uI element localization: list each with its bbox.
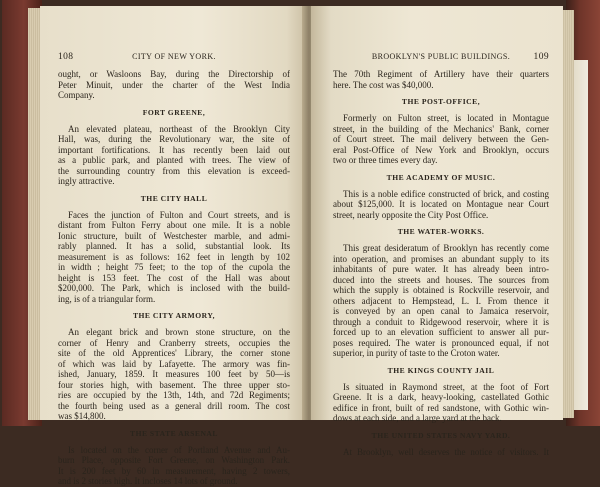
text-line: ought, or Wasloons Bay, during the Directorship of: [58, 69, 290, 79]
paragraph: [58, 445, 290, 487]
running-head-left: [58, 50, 290, 64]
text-line: Formerly on Fulton street, is located in Montague: [343, 113, 549, 123]
text-line: height is 153 feet. The cost of the Hall was about: [58, 272, 290, 283]
text-line: Is situated in Raymond street, at the foot of Fort: [343, 381, 549, 392]
text-line: was $14,800.: [58, 411, 106, 421]
text-line: The 70th Regiment of Artillery have their quarters: [333, 69, 549, 79]
text-line: of Court street. The mail delivery between the Gen-: [333, 134, 549, 144]
text-line: Greene. It is a dark, heavy-looking, castellated Gothic: [333, 392, 549, 402]
section-heading: THE CITY HALL: [140, 193, 208, 203]
page-number: 108: [58, 52, 74, 62]
paragraph: [333, 189, 549, 221]
running-title: BROOKLYN'S PUBLIC BUILDINGS.: [371, 52, 511, 61]
text-line: distant from Fulton Ferry about one mile. It is a noble: [58, 220, 290, 230]
section-heading: THE STATE ARSENAL: [130, 428, 218, 438]
text-line: here. The cost was $40,000.: [333, 79, 434, 90]
text-line: about $125,000. It is located on Montague near Court: [333, 199, 549, 209]
text-line: forced up to an elevation sufficient to answer all pur-: [333, 327, 549, 337]
text-line: Is located on the corner of Portland Avenue and Au-: [68, 444, 290, 455]
section-heading: FORT GREENE,: [142, 107, 206, 117]
text-line: Company.: [58, 90, 95, 100]
text-line: dows at each side, and a large yard at the back.: [333, 413, 502, 423]
text-line: It is 200 feet by 60 in measurement, having 2 towers,: [58, 465, 290, 476]
paragraph: [58, 327, 290, 422]
text-line: the surrounding country from this elevation is exceed-: [58, 165, 290, 176]
text-line: corner of Henry and Cranberry streets, occupies the: [58, 337, 290, 348]
text-line: others adjacent to Hempstead, L. I. From thence it: [333, 295, 549, 306]
text-line: site of the old Apprentices' Library, the corner stone: [58, 348, 290, 358]
section-heading: THE WATER-WORKS.: [397, 227, 485, 236]
paragraph: [333, 243, 549, 359]
left-page: [40, 6, 308, 486]
text-line: in width ; height 75 feet; to the top of the cupola the: [58, 262, 290, 272]
text-line: four stories high, with basement. The three upper sto-: [58, 379, 290, 390]
text-line: and is 2 stories high. It incloses 14 lots of ground.: [58, 476, 238, 486]
text-line: inhabitants of pure water. It has already been intro-: [333, 264, 549, 274]
text-line: This great desideratum of Brooklyn has recently come: [343, 243, 549, 253]
text-line: ing, is of a triangular form.: [58, 293, 156, 304]
text-line: street, in the building of the Mechanics' Bank, corner: [333, 123, 549, 134]
text-line: poses required. The water is pronounced equal, if not: [333, 337, 549, 348]
paragraph: [58, 210, 290, 305]
text-line: ries are occupied by the 13th, 14th, and 72d Regiments;: [58, 390, 290, 400]
text-line: as a public park, and planted with trees. The view of: [58, 155, 290, 165]
text-line: edifice in front, built of red sandstone, with Gothic win-: [333, 402, 549, 413]
text-line: eral Post-Office of New York and Brooklyn, occurs: [333, 144, 549, 155]
text-line: superior, in purity of taste to the Croton water.: [333, 348, 500, 358]
text-line: ished, January, 1859. It measures 100 feet by 50—is: [58, 369, 290, 379]
text-line: of which was laid by Lafayette. The armory was fin-: [58, 358, 290, 369]
page-number: 109: [533, 52, 549, 62]
text-line: At Brooklyn, well deserves the notice of visitors. It: [343, 446, 549, 457]
text-line: duced into the streets and houses. The sources from: [333, 274, 549, 285]
section-heading: THE KINGS COUNTY JAIL: [387, 365, 495, 375]
paragraph: [333, 69, 549, 90]
text-line: An elegant brick and brown stone structure, on the: [68, 327, 290, 337]
page-body: [58, 69, 290, 487]
text-line: is conveyed by an open canal to Jamaica reservoir,: [333, 306, 549, 316]
text-line: burn Place, opposite Fort Greene, on Washington Park.: [58, 455, 290, 465]
page-body: [333, 69, 549, 457]
paragraph: [58, 69, 290, 101]
paragraph: [58, 124, 290, 187]
text-line: two or three times every day.: [333, 155, 438, 165]
text-line: street, nearly opposite the City Post Office.: [333, 209, 489, 220]
paragraph: [333, 113, 549, 166]
text-line: important fortifications. It has recently been laid out: [58, 144, 290, 155]
right-page: [311, 6, 563, 457]
section-heading: THE CITY ARMORY,: [132, 311, 216, 320]
bookmark-slip: [574, 60, 588, 410]
text-line: the fourth being used as a general drill room. The cost: [58, 400, 290, 411]
running-head-right: [333, 50, 549, 64]
paragraph: [333, 382, 549, 424]
text-line: Hall, was, during the Revolutionary war, the site of: [58, 134, 290, 144]
text-line: Ionic structure, built of Westchester marble, and admi-: [58, 230, 290, 241]
text-line: into operation, and promises an abundant supply to its: [333, 253, 549, 264]
text-line: through a conduit to Ridgewood reservoir, where it is: [333, 316, 549, 327]
running-title: CITY OF NEW YORK.: [132, 52, 216, 61]
text-line: An elevated plateau, northeast of the Brooklyn City: [68, 123, 290, 134]
text-line: Peter Minuit, under the charter of the West India: [58, 79, 290, 90]
text-line: measurement is as follows: 162 feet in length by 102: [58, 251, 290, 262]
text-line: $200,000. The Park, which is inclosed with the build-: [58, 283, 290, 293]
paragraph: [333, 447, 549, 458]
text-line: which the supply is obtained is Rockville reservoir, and: [333, 285, 549, 295]
text-line: ingly attractive.: [58, 176, 115, 186]
section-heading: THE ACADEMY OF MUSIC.: [386, 172, 496, 182]
text-line: rably planned. It has a solid, substantial look. Its: [58, 241, 290, 251]
section-heading: THE POST-OFFICE,: [401, 97, 481, 106]
text-line: Faces the junction of Fulton and Court streets, and is: [68, 209, 290, 220]
section-heading: THE UNITED STATES NAVY YARD.: [371, 430, 511, 440]
text-line: This is a noble edifice constructed of brick, and costing: [343, 188, 549, 199]
